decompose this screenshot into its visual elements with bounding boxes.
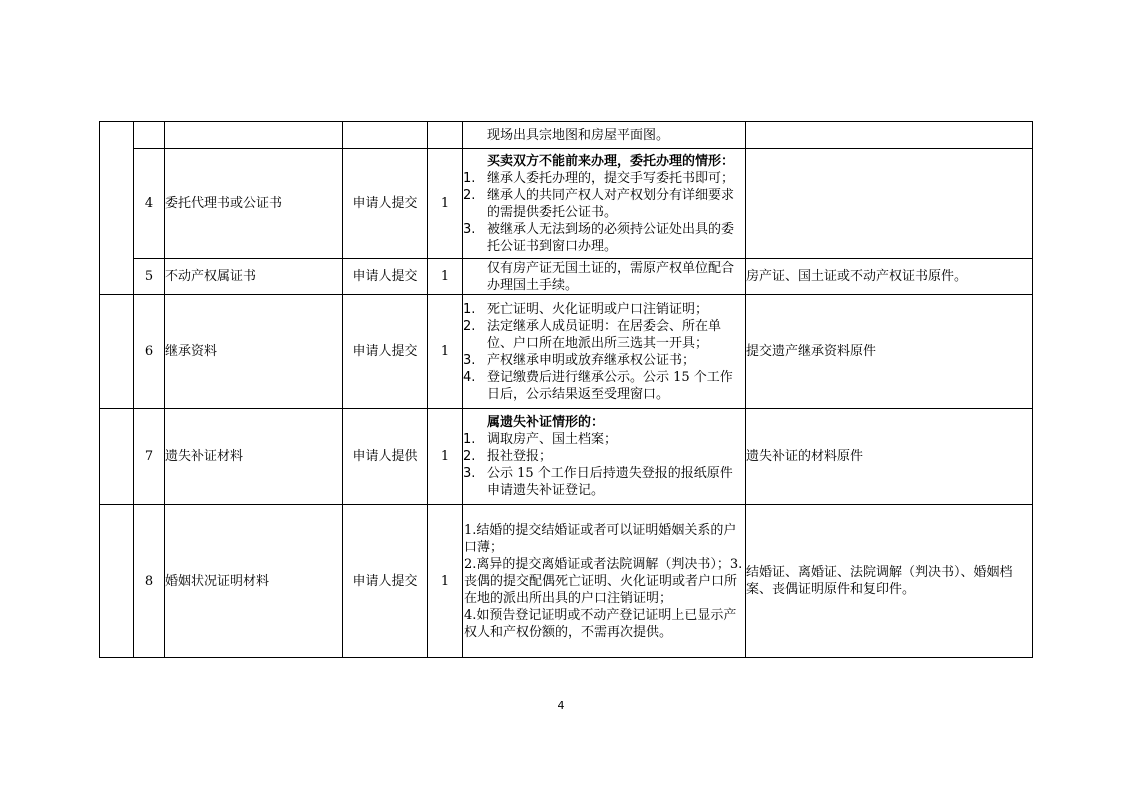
requirement-cell	[463, 295, 746, 409]
material-qty: 1	[428, 149, 463, 259]
list-item	[463, 221, 745, 255]
requirement-heading: 买卖双方不能前来办理，委托办理的情形：	[487, 153, 735, 169]
note-cell: 房产证、国土证或不动产权证书原件。	[746, 259, 1033, 295]
requirement-line: 2.离异的提交离婚证或者法院调解（判决书）；3.丧偶的提交配偶死亡证明、火化证明或者户口所在地的派出所出具的户口注销证明；	[464, 556, 743, 606]
category-cell	[100, 295, 134, 409]
list-item	[463, 431, 745, 448]
material-source: 申请人提供	[343, 409, 428, 505]
list-item	[463, 369, 745, 403]
item-number: 2.	[463, 449, 476, 464]
material-source: 申请人提交	[343, 149, 428, 259]
requirement-line: 现场出具宗地图和房屋平面图。	[487, 127, 670, 143]
item-text: 调取房产、国土档案；	[487, 432, 618, 447]
material-name: 遗失补证材料	[165, 409, 343, 505]
requirement-cell	[463, 409, 746, 505]
item-text: 被继承人无法到场的必须持公证处出具的委托公证书到窗口办理。	[487, 221, 735, 254]
material-name: 不动产权属证书	[165, 259, 343, 295]
item-text: 法定继承人成员证明：在居委会、所在单位、户口所在地派出所三选其一开具；	[487, 318, 722, 351]
table-row	[100, 122, 1033, 149]
requirement-cell	[463, 149, 746, 259]
requirement-heading: 属遗失补证情形的：	[487, 415, 605, 430]
item-text: 公示 15 个工作日后持遗失登报的报纸原件申请遗失补证登记。	[487, 466, 733, 498]
materials-table	[99, 121, 1033, 658]
row-number: 6	[134, 295, 165, 409]
item-number: 3.	[463, 352, 476, 368]
material-qty: 1	[428, 409, 463, 505]
category-cell	[100, 122, 134, 295]
row-number: 7	[134, 409, 165, 505]
row-number: 4	[134, 149, 165, 259]
page-number: 4	[557, 699, 565, 712]
material-qty: 1	[428, 259, 463, 295]
item-text: 继承人的共同产权人对产权划分有详细要求的需提供委托公证书。	[487, 187, 735, 220]
item-number: 3.	[463, 466, 476, 481]
list-item	[463, 318, 745, 352]
table-row	[100, 409, 1033, 505]
material-source: 申请人提交	[343, 259, 428, 295]
table-row	[100, 149, 1033, 259]
material-name: 继承资料	[165, 295, 343, 409]
material-source	[343, 122, 428, 149]
category-cell	[100, 505, 134, 658]
requirement-line: 1.结婚的提交结婚证或者可以证明婚姻关系的户口薄；	[464, 522, 737, 555]
category-cell	[100, 409, 134, 505]
material-name	[165, 122, 343, 149]
material-source: 申请人提交	[343, 295, 428, 409]
item-number: 2.	[463, 318, 476, 334]
list-item	[463, 465, 745, 499]
table-row	[100, 295, 1033, 409]
item-text: 继承人委托办理的，提交手写委托书即可；	[487, 170, 735, 186]
material-qty: 1	[428, 295, 463, 409]
material-source: 申请人提交	[343, 505, 428, 658]
requirement-list	[463, 170, 745, 255]
row-number: 5	[134, 259, 165, 295]
list-item	[463, 170, 745, 187]
row-number: 8	[134, 505, 165, 658]
requirement-cell	[463, 259, 746, 295]
requirement-list	[463, 301, 745, 403]
requirement-list	[463, 431, 745, 499]
table-row	[100, 259, 1033, 295]
table-row	[100, 505, 1033, 658]
material-name: 婚姻状况证明材料	[165, 505, 343, 658]
requirement-cell	[463, 505, 746, 658]
note-cell: 遗失补证的材料原件	[746, 409, 1033, 505]
material-qty: 1	[428, 505, 463, 658]
item-number: 2.	[463, 187, 476, 203]
note-cell: 提交遗产继承资料原件	[746, 295, 1033, 409]
item-number: 4.	[463, 369, 476, 385]
item-number: 1.	[463, 301, 476, 317]
note-cell	[746, 149, 1033, 259]
item-number: 1.	[463, 432, 476, 447]
item-text: 报社登报；	[487, 449, 553, 464]
item-text: 产权继承申明或放弃继承权公证书；	[487, 352, 696, 368]
item-text: 死亡证明、火化证明或户口注销证明；	[487, 301, 709, 317]
note-cell	[746, 122, 1033, 149]
requirement-cell	[463, 122, 746, 149]
list-item	[463, 301, 745, 318]
material-name: 委托代理书或公证书	[165, 149, 343, 259]
item-number: 3.	[463, 221, 476, 237]
list-item	[463, 187, 745, 221]
material-qty	[428, 122, 463, 149]
requirement-line: 仅有房产证无国土证的，需原产权单位配合办理国土手续。	[487, 260, 735, 293]
note-cell: 结婚证、离婚证、法院调解（判决书）、婚姻档案、丧偶证明原件和复印件。	[746, 505, 1033, 658]
item-number: 1.	[463, 170, 476, 186]
requirement-line: 4.如预告登记证明或不动产登记证明上已显示产权人和产权份额的，不需再次提供。	[464, 607, 737, 640]
item-text: 登记缴费后进行继承公示。公示 15 个工作日后，公示结果返至受理窗口。	[487, 369, 733, 402]
list-item	[463, 352, 745, 369]
row-number	[134, 122, 165, 149]
list-item	[463, 448, 745, 465]
